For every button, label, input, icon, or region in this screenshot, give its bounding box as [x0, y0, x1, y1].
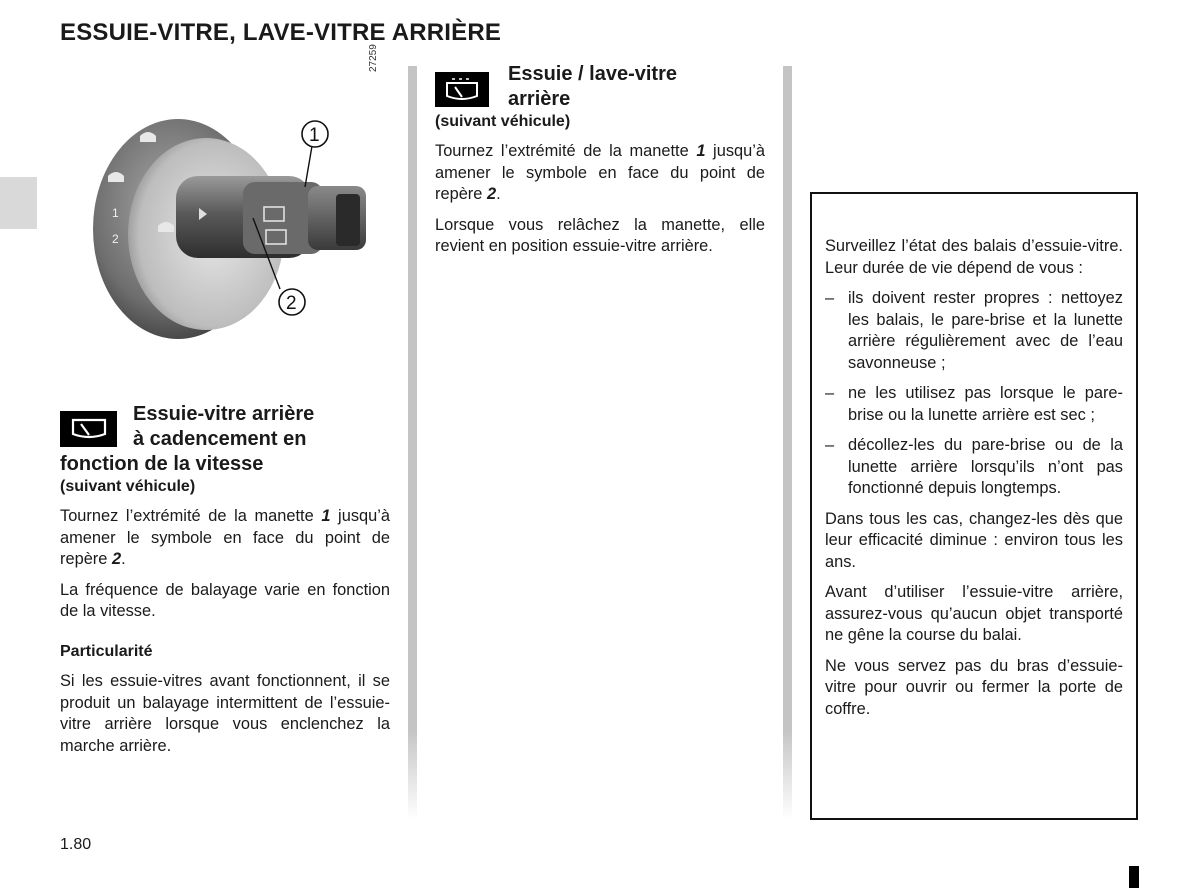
note-paragraph-replace: Dans tous les cas, changez-les dès que leur efficacité diminue : environ tous les ans.	[825, 509, 1123, 571]
instruction-paragraph: Tournez l’extrémité de la manette 1 jusqu’à amener le symbole en face du point de repère 2.	[60, 507, 390, 568]
rear-wiper-speed-icon	[60, 411, 117, 447]
note-paragraph-check: Avant d’utiliser l’essuie-vitre arrière, assurez-vous qu’aucun objet transporté ne gêne la course du balai.	[825, 583, 1123, 644]
heading-line-2: arrière	[508, 88, 571, 110]
instruction-paragraph: Tournez l’extrémité de la manette 1 jusqu’à amener le symbole en face du point de repère 2.	[435, 142, 765, 203]
note-intro: Surveillez l’état des balais d’essuie-vitre. Leur durée de vie dépend de vous :	[825, 237, 1123, 277]
ref-mark-2: 2	[486, 185, 497, 203]
frequency-paragraph: La fréquence de balayage varie en fonction de la vitesse.	[60, 580, 390, 620]
wiper-stalk-illustration	[58, 64, 393, 354]
dial-mark-2: 2	[112, 232, 119, 246]
particularity-paragraph: Si les essuie-vitres avant fonctionnent, il se produit un balayage intermittent de l’essuie-vitre arrière lorsque vous enclenchez la marche arrière.	[60, 672, 390, 755]
left-section	[60, 402, 390, 766]
subsection-title: Particularité	[60, 642, 153, 660]
ref-stalk-1: 1	[696, 142, 706, 160]
column-divider-right	[783, 66, 792, 820]
heading-line-1: Essuie / lave-vitre	[508, 63, 677, 85]
note-list	[825, 288, 1123, 500]
heading-line-1: Essuie-vitre arrière	[133, 403, 315, 425]
page-corner-mark	[1129, 866, 1139, 888]
subheading: (suivant véhicule)	[435, 113, 571, 130]
ref-mark-2: 2	[111, 550, 122, 568]
list-item: – ne les utilisez pas lorsque le pare-brise ou la lunette arrière est sec ;	[825, 384, 1123, 424]
heading-line-3: fonction de la vitesse	[60, 453, 264, 475]
callout-2: 2	[286, 293, 297, 314]
dial-mark-1: 1	[112, 206, 119, 220]
page-title: ESSUIE-VITRE, LAVE-VITRE ARRIÈRE	[60, 19, 502, 46]
callout-1: 1	[309, 125, 320, 146]
release-paragraph: Lorsque vous relâchez la manette, elle revient en position essuie-vitre arrière.	[435, 215, 765, 255]
list-item: – ils doivent rester propres : nettoyez les balais, le pare-brise et la lunette arrière régulièrement avec de l’eau savonneuse ;	[825, 289, 1123, 372]
page-number: 1.80	[60, 836, 92, 853]
middle-section	[435, 62, 765, 267]
note-paragraph-arm: Ne vous servez pas du bras d’essuie-vitre pour ouvrir ou fermer la porte de coffre.	[825, 656, 1123, 718]
figure-code: 27259	[368, 44, 379, 72]
rear-washer-icon	[435, 72, 489, 107]
subheading: (suivant véhicule)	[60, 478, 196, 495]
heading-line-2: à cadencement en	[133, 428, 307, 450]
list-item: – décollez-les du pare-brise ou de la lunette arrière lorsqu’ils n’ont pas fonctionné depuis longtemps.	[825, 436, 1123, 497]
column-divider-left	[408, 66, 417, 820]
maintenance-note-box	[810, 192, 1138, 820]
section-tab-marker	[0, 177, 37, 229]
ref-stalk-1: 1	[321, 507, 331, 525]
